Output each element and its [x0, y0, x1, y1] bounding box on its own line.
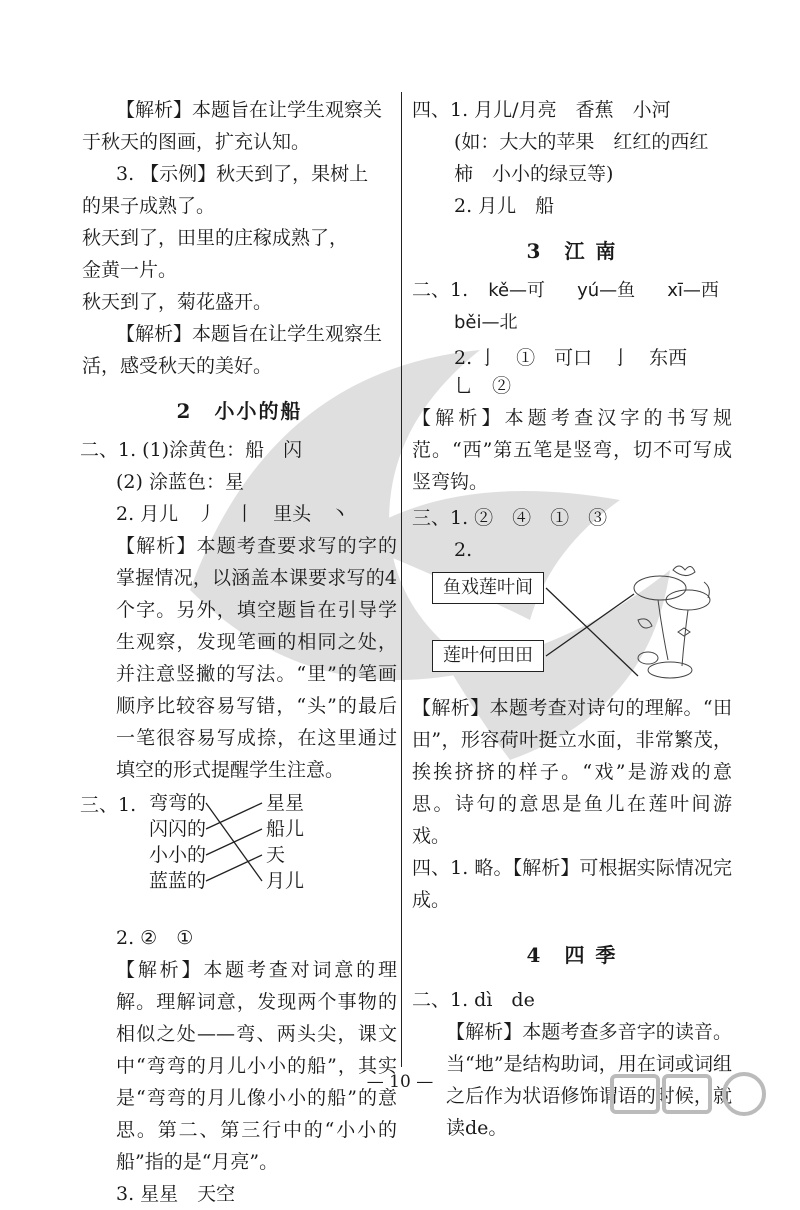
section-heading: 2 小小的船 — [176, 399, 303, 423]
match-left-item: 蓝蓝的 — [148, 870, 206, 892]
match-right-item: 船儿 — [266, 818, 305, 840]
section-heading: 4 四 季 — [526, 943, 618, 967]
question-label: 三、1. — [80, 794, 137, 816]
match-right-item: 星星 — [266, 792, 305, 814]
question-line: 二、1. (1)涂黄色：船 闪 — [80, 439, 303, 461]
pinyin-item: kě—可 — [488, 280, 546, 301]
question-line: 2. 月儿 船 — [454, 195, 555, 217]
pinyin-row — [412, 306, 732, 338]
pinyin-item: yú—鱼 — [577, 280, 636, 301]
pinyin-item: běi—北 — [454, 312, 518, 333]
question-line: 2. 月儿 丿 丨 里头 丶 — [116, 503, 350, 525]
question-line: 四、1. 月儿/月亮 香蕉 小河 — [412, 99, 671, 121]
question-line: (2) 涂蓝色：星 — [116, 471, 244, 493]
analysis-paragraph: 【解析】本题考查对词意的理解。理解词意，发现两个事物的相似之处——弯、两头尖，课文中“弯弯的月儿小小的船”，其实是“弯弯的月儿像小小的船”的意思。第二、第三行中的“小小的船”指的是“月亮”。 — [116, 959, 397, 1173]
analysis-paragraph: 【解析】本题考查要求写的字的掌握情况，以涵盖本课要求写的4个字。另外，填空题旨在引导学生观察，发现笔画的相同之处，并注意竖撇的写法。“里”的笔画顺序比较容易写错，“头”的最后一笔很容易写成捺，在这里通过填空的形式提醒学生注意。 — [116, 535, 397, 781]
left-column — [82, 94, 397, 1210]
analysis-paragraph: 【解析】本题考查汉字的书写规范。“西”第五笔是竖弯，切不可写成竖弯钩。 — [412, 407, 732, 493]
text-line: 秋天到了，菊花盛开。 — [82, 291, 273, 313]
text-line: 的果子成熟了。 — [82, 195, 216, 217]
question-line: 2. — [454, 539, 473, 561]
question-line: 2. 亅 ① 可口 亅 东西 — [454, 347, 688, 369]
match-right-item: 天 — [266, 844, 286, 866]
pinyin-item: xī—西 — [667, 280, 719, 301]
match-left-item: 弯弯的 — [148, 792, 206, 814]
question-line: (如：大大的苹果 红红的西红 — [454, 131, 709, 153]
question-line: 2. ② ① — [116, 927, 194, 949]
corner-logo-stamp — [604, 1070, 784, 1140]
matching-exercise — [82, 794, 397, 922]
section-heading: 3 江 南 — [526, 239, 618, 263]
question-line: 乚 ② — [454, 375, 512, 397]
text-line: 金黄一片。 — [82, 259, 178, 281]
text-line: 3. 【示例】秋天到了，果树上 — [116, 163, 369, 185]
question-line: 3. 星星 天空 — [116, 1183, 236, 1205]
question-line: 四、1. 略。【解析】可根据实际情况完成。 — [412, 857, 732, 911]
question-line: 柿 小小的绿豆等) — [454, 163, 614, 185]
lotus-illustration — [618, 560, 728, 690]
analysis-paragraph: 【解析】本题考查对诗句的理解。“田田”，形容荷叶挺立水面，非常繁茂，挨挨挤挤的样子。“戏”是游戏的意思。诗句的意思是鱼儿在莲叶间游戏。 — [412, 697, 732, 847]
match-left-item: 小小的 — [148, 844, 206, 866]
text-line: 秋天到了，田里的庄稼成熟了， — [82, 227, 349, 249]
text-line: 【解析】本题旨在让学生观察生 — [116, 323, 383, 345]
pinyin-row — [412, 274, 732, 306]
poem-box: 鱼戏莲叶间 — [432, 572, 544, 604]
text-line: 活，感受秋天的美好。 — [82, 355, 273, 377]
analysis-paragraph: 【解析】本题考查多音字的读音。当“地”是结构助词，用在词或词组之后作为状语修饰谓语的时候，就读de。 — [446, 1021, 732, 1139]
poem-matching — [412, 566, 732, 692]
question-label: 二、1. — [412, 279, 469, 301]
question-line: 二、1. dì de — [412, 989, 535, 1011]
text-line: 于秋天的图画，扩充认知。 — [82, 131, 311, 153]
question-line: 三、1. ② ④ ① ③ — [412, 507, 608, 529]
matching-lines — [204, 794, 266, 904]
page-number: — 10 — — [366, 1072, 434, 1092]
text-line: 【解析】本题旨在让学生观察关 — [116, 99, 383, 121]
match-left-item: 闪闪的 — [148, 818, 206, 840]
poem-box: 莲叶何田田 — [432, 640, 544, 672]
right-column — [412, 94, 732, 1144]
match-right-item: 月儿 — [266, 870, 305, 892]
column-divider — [401, 92, 402, 1067]
